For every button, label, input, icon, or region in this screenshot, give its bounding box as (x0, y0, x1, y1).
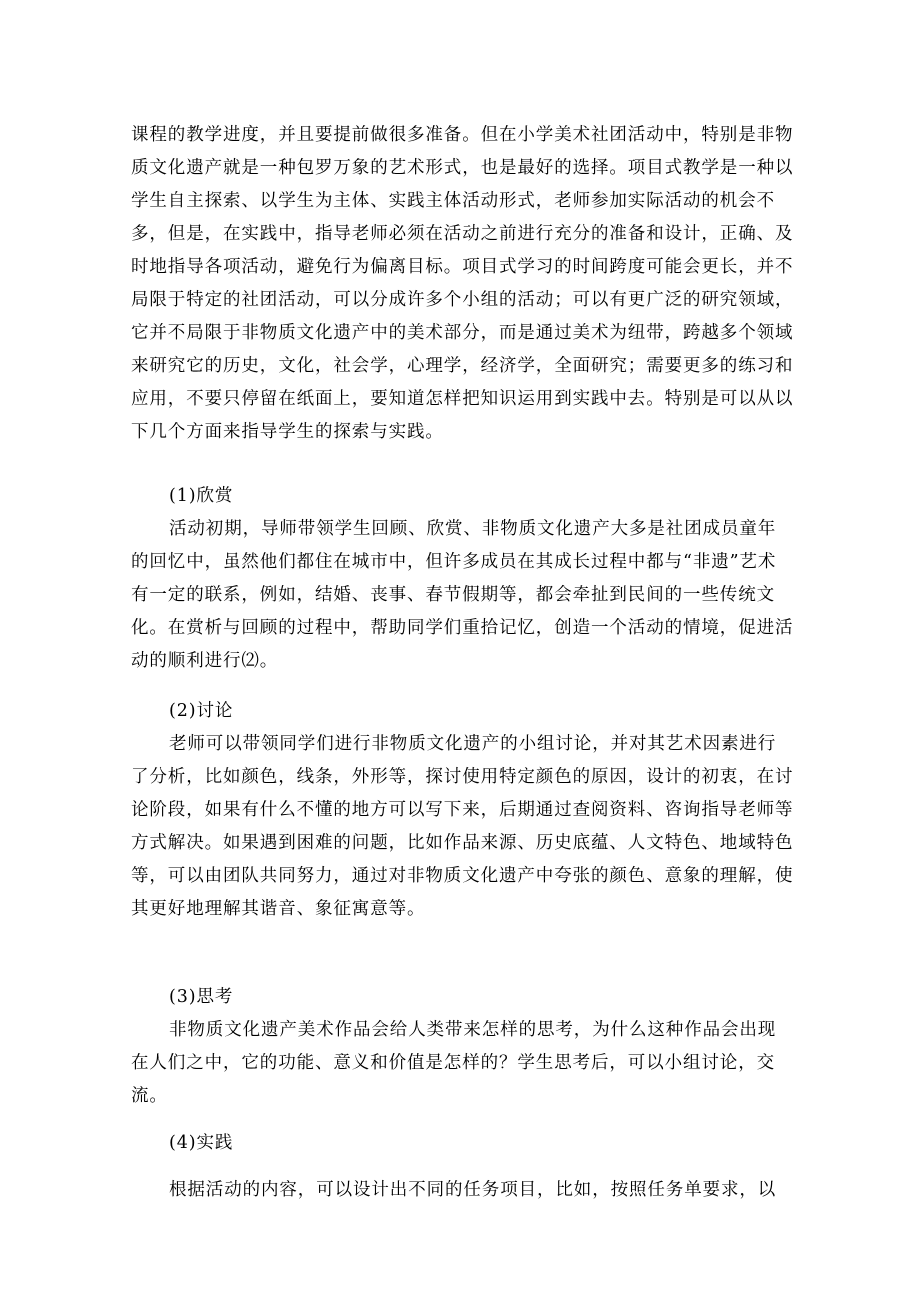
text-line: 来研究它的历史，文化，社会学，心理学，经济学，全面研究；需要更多的练习和 (131, 356, 794, 376)
text-line: 它并不局限于非物质文化遗产中的美术部分，而是通过美术为纽带，跨越多个领域 (131, 323, 794, 343)
text-line: 等，可以由团队共同努力，通过对非物质文化遗产中夸张的颜色、意象的理解，使 (131, 866, 794, 886)
text-line: 老师可以带领同学们进行非物质文化遗产的小组讨论，并对其艺术因素进行 (169, 734, 777, 754)
text-line: 应用，不要只停留在纸面上，要知道怎样把知识运用到实践中去。特别是可以从以 (131, 389, 794, 409)
section-heading: (2)讨论 (169, 701, 234, 721)
text-line: 的回忆中，虽然他们都住在城市中，但许多成员在其成长过程中都与“非遗”艺术 (131, 552, 777, 572)
text-line: 课程的教学进度，并且要提前做很多准备。但在小学美术社团活动中，特别是非物 (131, 125, 794, 145)
text-line: 有一定的联系，例如，结婚、丧事、春节假期等，都会牵扯到民间的一些传统文 (131, 585, 775, 605)
text-line: 方式解决。如果遇到困难的问题，比如作品来源、历史底蕴、人文特色、地域特色 (131, 833, 794, 853)
text-line: 动的顺利进行⑵。 (131, 651, 279, 671)
text-line: 学生自主探索、以学生为主体、实践主体活动形式，老师参加实际活动的机会不 (131, 191, 775, 211)
text-line: 了分析，比如颜色，线条，外形等，探讨使用特定颜色的原因，设计的初衷，在讨 (131, 767, 794, 787)
text-line: 质文化遗产就是一种包罗万象的艺术形式，也是最好的选择。项目式教学是一种以 (131, 158, 794, 178)
text-line: 化。在赏析与回顾的过程中，帮助同学们重拾记忆，创造一个活动的情境，促进活 (131, 618, 794, 638)
text-line: 时地指导各项活动，避免行为偏离目标。项目式学习的时间跨度可能会更长，并不 (131, 257, 794, 277)
text-line: 非物质文化遗产美术作品会给人类带来怎样的思考，为什么这种作品会出现 (169, 1020, 777, 1040)
text-line: 下几个方面来指导学生的探索与实践。 (131, 422, 444, 442)
text-line: 论阶段，如果有什么不懂的地方可以写下来，后期通过查阅资料、咨询指导老师等 (131, 800, 794, 820)
text-line: 多，但是，在实践中，指导老师必须在活动之前进行充分的准备和设计，正确、及 (131, 224, 794, 244)
text-line: 根据活动的内容，可以设计出不同的任务项目，比如，按照任务单要求，以 (169, 1180, 777, 1200)
section-heading: (1)欣赏 (169, 486, 234, 506)
text-line: 在人们之中，它的功能、意义和价值是怎样的？学生思考后，可以小组讨论，交 (131, 1053, 775, 1073)
section-heading: (4)实践 (169, 1133, 234, 1153)
text-line: 局限于特定的社团活动，可以分成许多个小组的活动；可以有更广泛的研究领域， (131, 290, 794, 310)
section-heading: (3)思考 (169, 987, 234, 1007)
text-line: 流。 (131, 1086, 168, 1106)
text-line: 其更好地理解其谐音、象征寓意等。 (131, 899, 426, 919)
text-line: 活动初期，导师带领学生回顾、欣赏、非物质文化遗产大多是社团成员童年 (169, 519, 777, 539)
